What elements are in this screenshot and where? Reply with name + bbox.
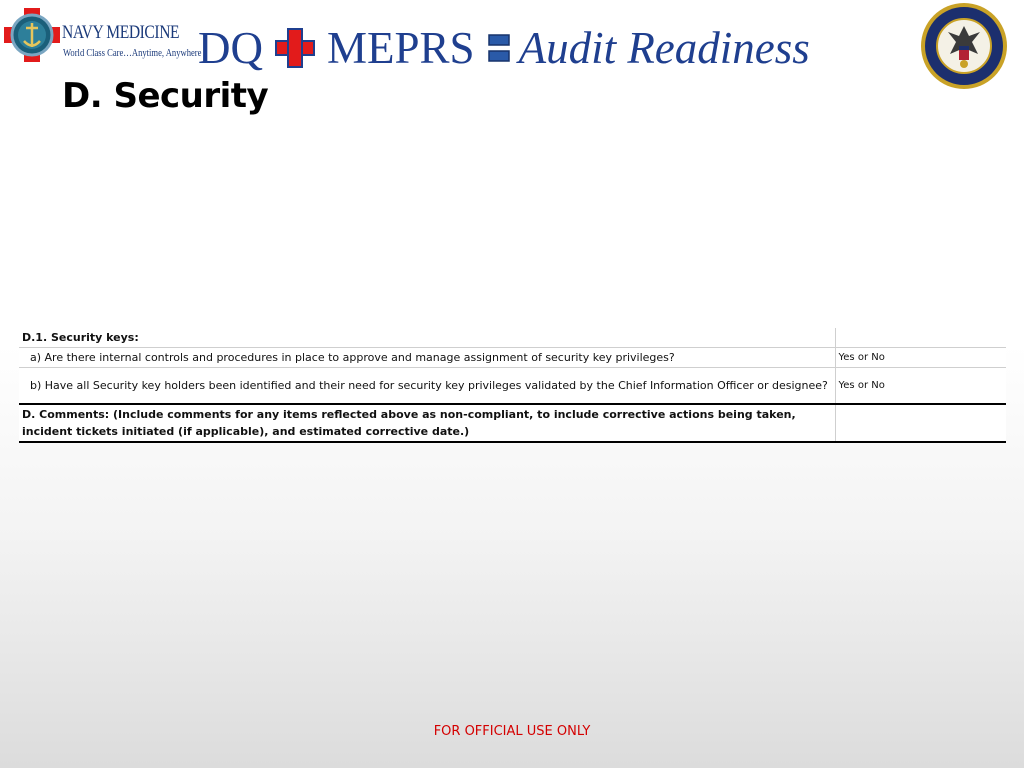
answer-cell bbox=[835, 328, 1006, 348]
title-meprs: MEPRS bbox=[327, 23, 475, 73]
title-audit-readiness: Audit Readiness bbox=[518, 23, 810, 73]
section-label: D.1. Security keys: bbox=[19, 328, 835, 348]
navy-medicine-emblem-icon bbox=[2, 6, 62, 64]
brand-tagline: World Class Care…Anytime, Anywhere bbox=[63, 47, 202, 59]
classification-marking: FOR OFFICIAL USE ONLY bbox=[433, 724, 591, 739]
table-row bbox=[19, 348, 1006, 368]
red-cross-icon bbox=[275, 28, 315, 68]
comments-answer-cell[interactable] bbox=[835, 404, 1006, 442]
answer-cell[interactable]: Yes or No bbox=[835, 368, 1006, 404]
question-text: b) Have all Security key holders been identified and their need for security key privileges validated by the Chief Information Officer or designee? bbox=[19, 368, 835, 404]
slide-title bbox=[198, 20, 810, 76]
answer-cell[interactable]: Yes or No bbox=[835, 348, 1006, 368]
department-of-navy-seal-icon bbox=[920, 2, 1008, 90]
table-row bbox=[19, 328, 1006, 348]
table-row bbox=[19, 368, 1006, 404]
brand-name: NAVY MEDICINE bbox=[62, 22, 180, 43]
question-text: a) Are there internal controls and procedures in place to approve and manage assignment of security key privileges? bbox=[19, 348, 835, 368]
equals-icon bbox=[487, 31, 511, 65]
page-heading: D. Security bbox=[62, 76, 269, 116]
navy-medicine-logo bbox=[2, 6, 202, 64]
security-checklist-table bbox=[19, 328, 1006, 443]
comments-label: D. Comments: (Include comments for any items reflected above as non-compliant, to include corrective actions being taken, incident tickets initiated (if applicable), and estimated corrective date.) bbox=[19, 404, 835, 442]
title-dq: DQ bbox=[198, 23, 263, 73]
table-row bbox=[19, 404, 1006, 442]
